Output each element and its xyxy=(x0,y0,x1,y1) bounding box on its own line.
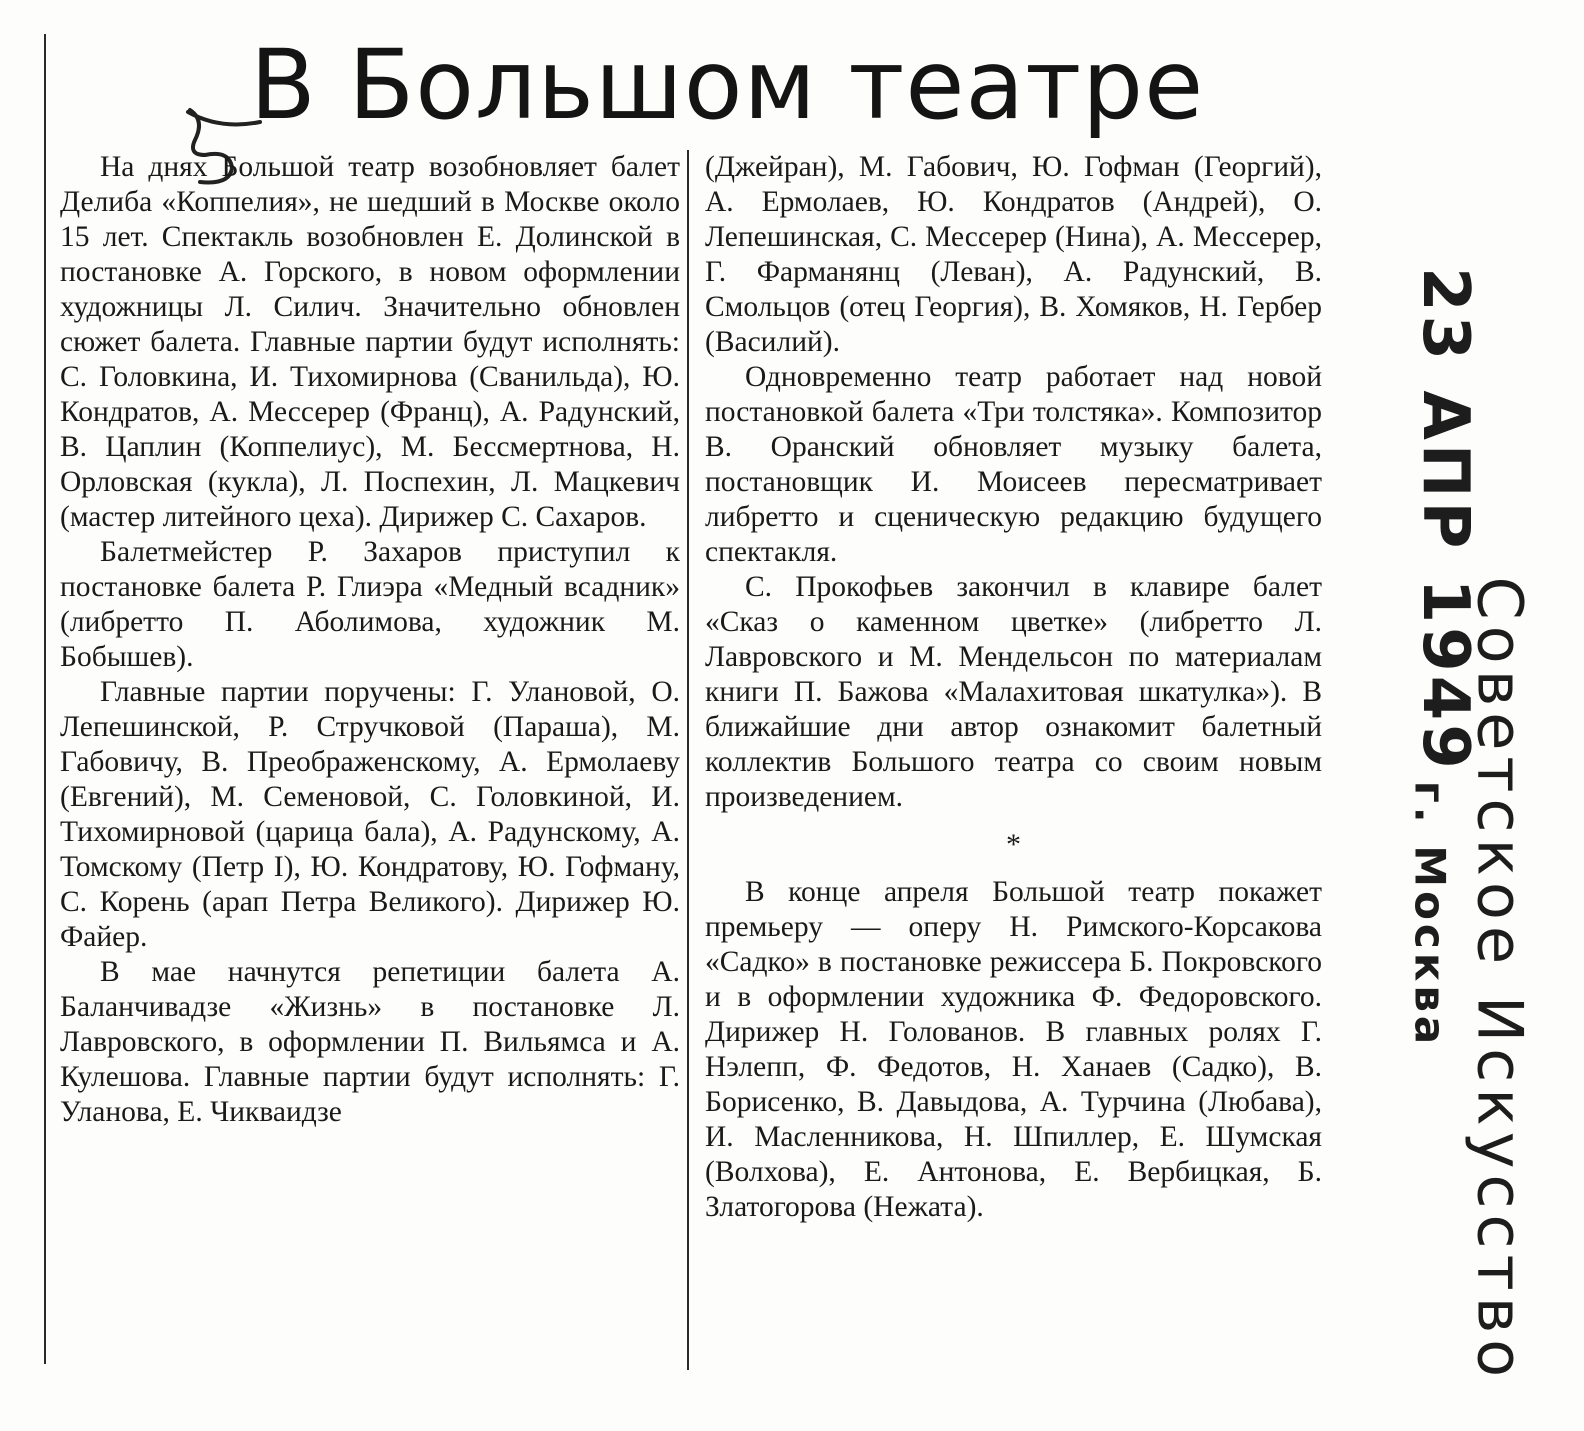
paragraph-bronze-horseman-cast: Главные партии поручены: Г. Улановой, О. Лепешинской, Р. Стручковой (Параша), М. Габовичу, В. Преображенскому, А. Ермолаеву (Евгений), М. Семеновой, С. Головкиной, И. Тихомирновой (царица бала), А. Радунскому, А. Томскому (Петр I), Ю. Кондратову, Ю. Гофману, С. Корень (арап Петра Великого). Дирижер Ю. Файер. xyxy=(60,676,680,953)
city-stamp: г. Москва xyxy=(1405,780,1455,1049)
left-column xyxy=(60,150,680,1130)
paragraph-zhizn: В мае начнутся репетиции балета А. Баланчивадзе «Жизнь» в постановке Л. Лавровского, в оформлении П. Вильямса и А. Кулешова. Главные партии будут исполнять: Г. Уланова, Е. Чикваидзе xyxy=(60,956,680,1128)
paragraph-zhizn-continued: (Джейран), М. Габович, Ю. Гофман (Георгий), А. Ермолаев, Ю. Кондратов (Андрей), О. Лепешинская, С. Мессерер (Нина), А. Мессерер, Г. Фарманянц (Леван), А. Радунский, В. Смольцов (отец Георгия), В. Хомяков, Н. Гербер (Василий). xyxy=(705,151,1322,358)
section-divider: * xyxy=(1006,828,1021,861)
column-divider-rule xyxy=(687,150,689,1370)
paragraph-stone-flower: С. Прокофьев закончил в клавире балет «Сказ о каменном цветке» (либретто Л. Лавровского и М. Мендельсон по материалам книги П. Бажова «Малахитовая шкатулка»). В ближайшие дни автор ознакомит балетный коллектив Большого театра со своим новым произведением. xyxy=(705,571,1322,813)
paragraph-coppelia: На днях Большой театр возобновляет балет Делиба «Коппелия», не шедший в Москве около 15 лет. Спектакль возобновлен Е. Долинской в постановке А. Горского, в новом оформлении художницы Л. Силич. Значительно обновлен сюжет балета. Главные партии будут исполнять: С. Головкина, И. Тихомирнова (Сванильда), Ю. Кондратов, А. Мессерер (Франц), А. Радунский, В. Цаплин (Коппелиус), М. Бессмертнова, Н. Орловская (кукла), Л. Поспехин, Л. Мацкевич (мастер литейного цеха). Дирижер С. Сахаров. xyxy=(60,151,680,533)
article-headline: В Большом театре xyxy=(250,29,1205,141)
newspaper-name-stamp: Советское Искусство xyxy=(1463,576,1537,1384)
right-column xyxy=(705,150,1322,1225)
paragraph-bronze-horseman: Балетмейстер Р. Захаров приступил к постановке балета Р. Глиэра «Медный всадник» (либретто П. Аболимова, художник М. Бобышев). xyxy=(60,536,680,673)
paragraph-sadko: В конце апреля Большой театр покажет премьеру — оперу Н. Римского-Корсакова «Садко» в постановке режиссера Б. Покровского и в оформлении художника Ф. Федоровского. Дирижер Н. Голованов. В главных ролях Г. Нэлепп, Ф. Федотов, Н. Ханаев (Садко), В. Борисенко, В. Давыдова, А. Турчина (Любава), И. Масленникова, Н. Шпиллер, Е. Шумская (Волхова), Е. Антонова, Е. Вербицкая, Б. Златогорова (Нежата). xyxy=(705,876,1322,1223)
left-border-rule xyxy=(44,34,46,1364)
date-stamp: 23 АПР 1949 xyxy=(1408,267,1482,773)
paragraph-three-fat-men: Одновременно театр работает над новой постановкой балета «Три толстяка». Композитор В. Оранский обновляет музыку балета, постановщик И. Моисеев пересматривает либретто и сценическую редакцию будущего спектакля. xyxy=(705,361,1322,568)
